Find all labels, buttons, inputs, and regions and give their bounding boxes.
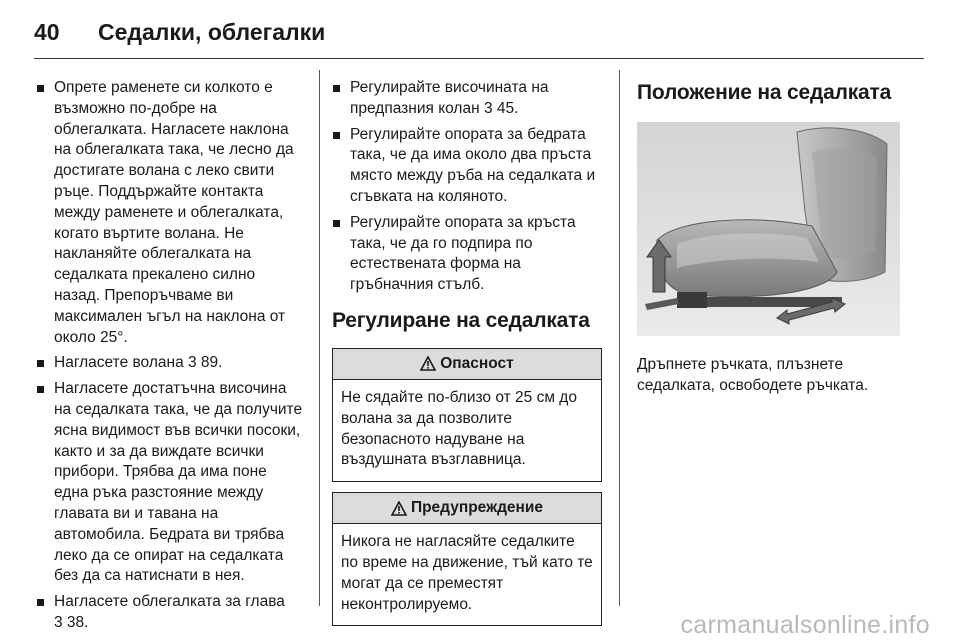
danger-box	[332, 348, 602, 482]
column-divider-2	[619, 70, 620, 606]
warning-title: Предупреждение	[410, 499, 544, 517]
section-heading-seat-position: Положение на седалката	[637, 81, 892, 104]
list-item: Нагласете достатъчна височина на седалката така, че да получите ясна видимост във всички посоки, както и за да виждате всички прибори. Трябва да има поне една ръка разстояние между главата ви и тавана на автомобила. Бедрата ви трябва леко да се опират на седалката без да са натиснати в нея.	[36, 379, 304, 587]
column-3	[637, 78, 900, 397]
danger-text: Не сядайте по-близо от 25 см до волана за да позволите безопасното надуване на въздушната възглавница.	[341, 388, 577, 469]
page-number: 40	[34, 18, 60, 45]
header-divider	[34, 58, 924, 59]
page-header	[34, 12, 325, 52]
page-reference-link[interactable]: 3 45.	[483, 99, 519, 117]
warning-box-header	[333, 493, 601, 524]
list-item: Регулирайте опората за бедрата така, че да има около два пръста място между ръба на седалката и сгъвката на коляното.	[332, 125, 602, 208]
column-2	[332, 78, 602, 636]
list-item: Нагласете облегалката за глава 3 38.	[36, 592, 304, 634]
bullet-list-2	[332, 78, 602, 296]
seat-adjustment-illustration	[637, 122, 900, 336]
column-1	[36, 78, 304, 639]
list-item: Регулирайте височината на предпазния колан 3 45.	[332, 78, 602, 120]
column-divider-1	[319, 70, 320, 606]
list-item: Регулирайте опората за кръста така, че да го подпира по естествената форма на гръбначния стълб.	[332, 213, 602, 296]
warning-box	[332, 492, 602, 626]
section-heading-seat-adjustment: Регулиране на седалката	[332, 308, 590, 332]
warning-text: Никога не нагласяйте седалките по време на движение, тъй като те могат да се преместят неконтролируемо.	[341, 533, 593, 613]
warning-triangle-icon	[391, 501, 407, 516]
page-reference-link[interactable]: 3 89.	[188, 354, 223, 372]
watermark-text: carmanualsonline.info	[680, 611, 930, 639]
danger-box-header	[333, 349, 601, 380]
list-item: Опрете раменете си колкото е възможно по-добре на облегалката. Нагласете наклона на облегалката така, че лесно да достигате волана с леко свити ръце. Поддържайте контакта между раменете и облегалката, когато въртите волана. Не накланяйте облегалката на седалката прекалено силно назад. Препоръчваме ви максимален ъгъл на наклона от около 25°.	[36, 78, 304, 348]
list-item: Нагласете волана 3 89.	[36, 353, 304, 374]
bullet-list-1	[36, 78, 304, 634]
danger-title: Опасност	[440, 354, 514, 372]
page-reference-link[interactable]: 3 38.	[54, 613, 89, 631]
page-title: Седалки, облегалки	[98, 18, 326, 45]
illustration-caption: Дръпнете ръчката, плъзнете седалката, освободете ръчката.	[637, 356, 869, 394]
warning-triangle-icon	[420, 356, 436, 371]
